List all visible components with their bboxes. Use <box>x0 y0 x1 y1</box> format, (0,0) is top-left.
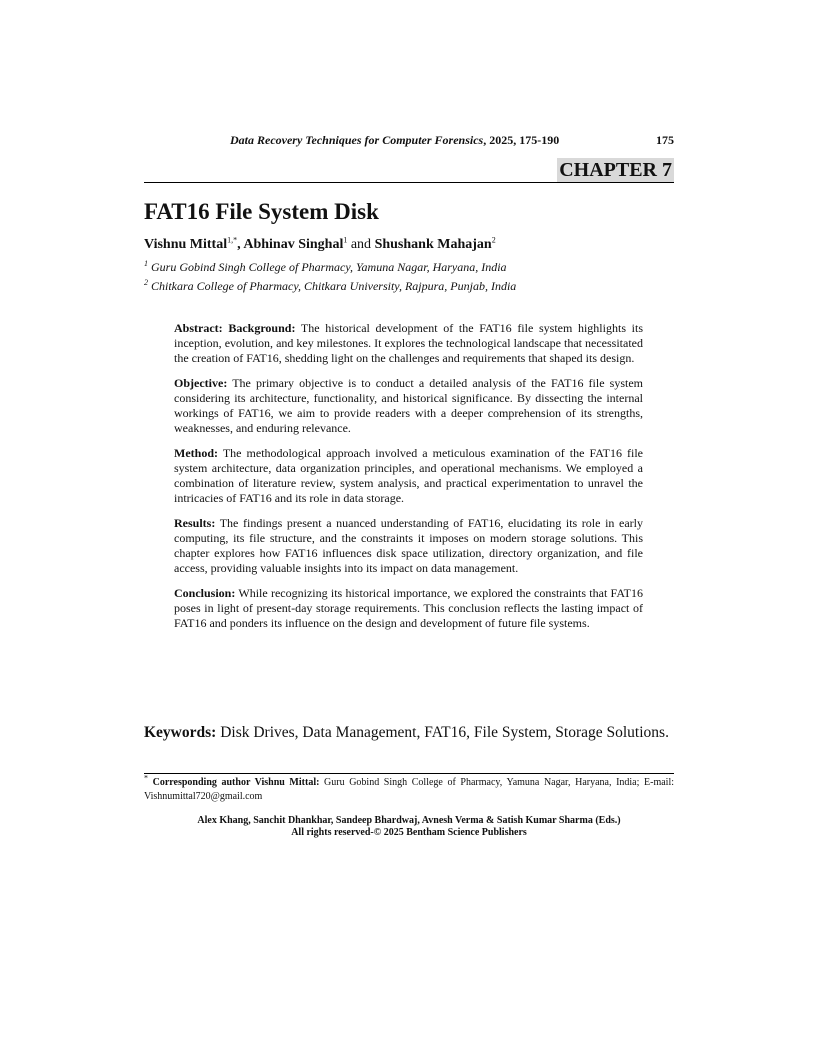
abstract <box>174 321 643 641</box>
author-line <box>144 236 496 254</box>
abstract-method <box>174 446 643 506</box>
affiliation-1 <box>144 259 507 275</box>
running-head-citation <box>230 132 559 148</box>
affiliation-2 <box>144 278 516 294</box>
section-label: Method: <box>174 446 218 460</box>
author-separator: , <box>237 237 244 252</box>
abstract-conclusion <box>174 586 643 631</box>
author-name: Abhinav Singhal <box>243 237 344 252</box>
abstract-background <box>174 321 643 366</box>
rights-line: All rights reserved-© 2025 Bentham Science Publishers <box>291 827 527 838</box>
footnote-marker: * <box>144 773 148 783</box>
author-name: Shushank Mahajan <box>374 237 492 252</box>
chapter-title: FAT16 File System Disk <box>144 199 379 224</box>
chapter-label: CHAPTER 7 <box>559 159 672 181</box>
section-text: While recognizing its historical importance, we explored the constraints that FAT16 poses in light of present-day storage requirements. This conclusion reflects the lasting impact of FAT16 and ponders its influence on the design and development of future file systems. <box>174 586 643 630</box>
footnote-rule <box>144 773 674 774</box>
journal-title: Data Recovery Techniques for Computer Forensics <box>230 133 484 147</box>
section-label: Abstract: Background: <box>174 321 296 335</box>
section-label: Conclusion: <box>174 586 236 600</box>
page-number: 175 <box>656 133 674 147</box>
author-sup: 1 <box>343 235 348 245</box>
section-label: Objective: <box>174 376 228 390</box>
keywords-label: Keywords: <box>144 724 217 741</box>
section-text: The historical development of the FAT16 file system highlights its inception, evolution, and key milestones. It explores the technological landscape that necessitated the creation of FAT16, shedding light on the challenges and requirements that shaped its design. <box>174 321 643 365</box>
affiliation-text: Chitkara College of Pharmacy, Chitkara University, Rajpura, Punjab, India <box>151 279 517 293</box>
affiliation-sup: 1 <box>144 259 148 268</box>
keywords-text: Disk Drives, Data Management, FAT16, File System, Storage Solutions. <box>216 724 669 741</box>
author-name: Vishnu Mittal <box>144 237 228 252</box>
section-label: Results: <box>174 516 216 530</box>
section-text: The primary objective is to conduct a detailed analysis of the FAT16 file system considering its architecture, functionality, and historical significance. By dissecting the internal workings of FAT16, we aim to provide readers with a deeper comprehension of its strengths, weaknesses, and enduring relevance. <box>174 376 643 435</box>
citation-details: , 2025, 175-190 <box>483 133 560 147</box>
abstract-results <box>174 516 643 576</box>
section-text: The findings present a nuanced understanding of FAT16, elucidating its role in early computing, its file structure, and the constraints it imposes on modern storage solutions. This chapter explores how FAT16 influences disk space utilization, directory organization, and file access, providing valuable insights into its impact on data management. <box>174 516 643 575</box>
keywords <box>144 723 674 742</box>
footnote-text: Guru Gobind Singh College of Pharmacy, Yamuna Nagar, Haryana, India; E-mail: Vishnumittal720@gmail.com <box>144 777 674 802</box>
footnote <box>144 773 674 804</box>
editors-line: Alex Khang, Sanchit Dhankhar, Sandeep Bhardwaj, Avnesh Verma & Satish Kumar Sharma (Eds.) <box>197 815 621 826</box>
affiliation-sup: 2 <box>144 278 148 287</box>
chapter-rule <box>144 182 674 183</box>
abstract-objective <box>174 376 643 436</box>
author-sup: 1,* <box>227 235 238 245</box>
author-separator: and <box>347 237 375 252</box>
section-text: The methodological approach involved a meticulous examination of the FAT16 file system architecture, data organization principles, and operational mechanisms. We employed a combination of literature review, system analysis, and practical experimentation to unravel the intricacies of FAT16 and its role in data storage. <box>174 446 643 505</box>
author-sup: 2 <box>491 235 496 245</box>
affiliation-text: Guru Gobind Singh College of Pharmacy, Yamuna Nagar, Haryana, India <box>151 260 507 274</box>
publisher-info <box>144 815 674 839</box>
footnote-label: Corresponding author Vishnu Mittal: <box>148 777 320 788</box>
